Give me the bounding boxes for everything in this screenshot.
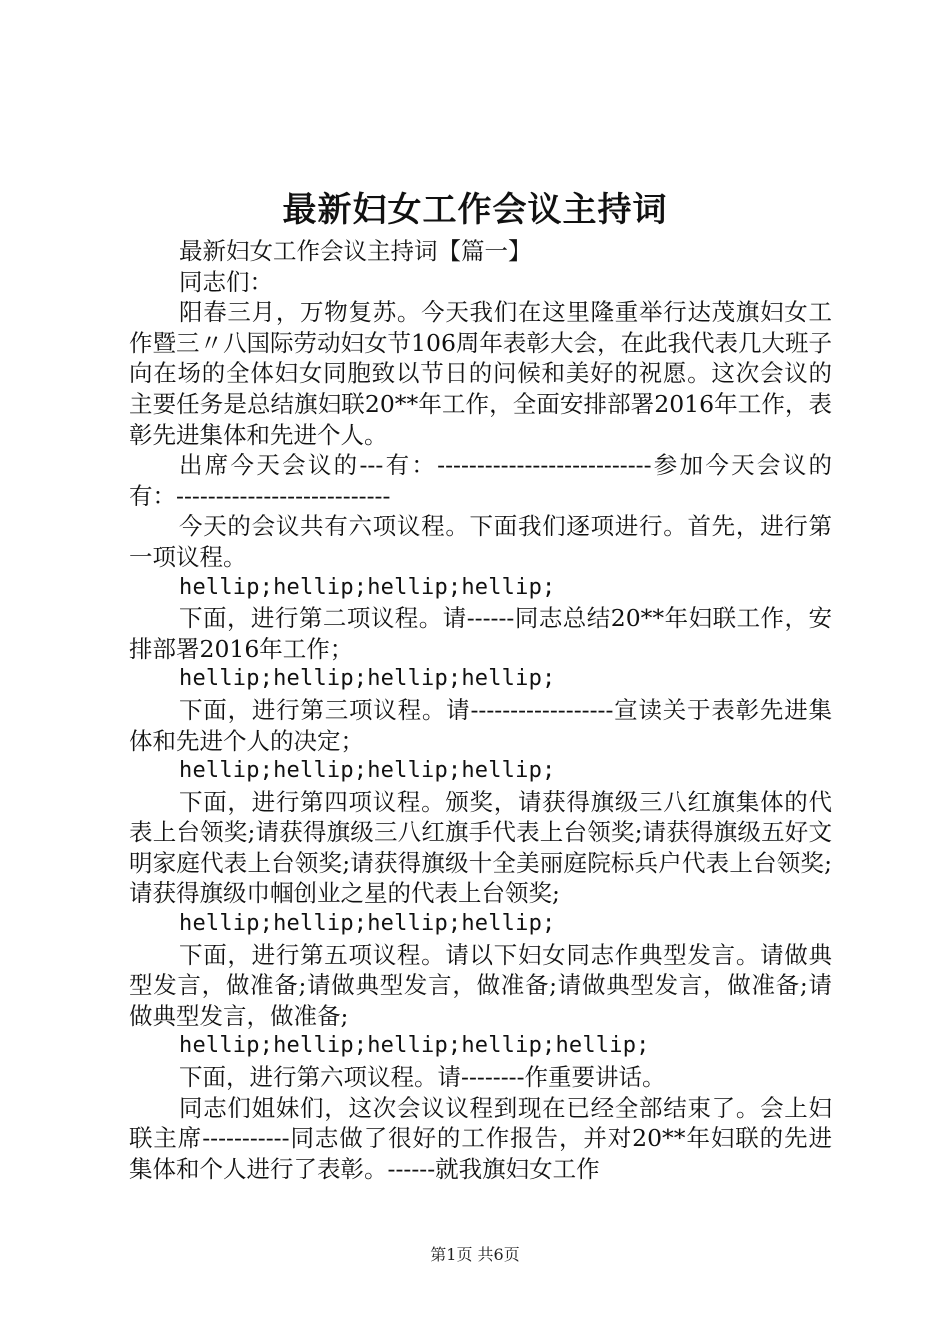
paragraph-agenda-intro: 今天的会议共有六项议程。下面我们逐项进行。首先，进行第一项议程。 <box>129 512 832 571</box>
ellipsis-line: hellip;hellip;hellip;hellip;hellip; <box>179 1033 650 1059</box>
paragraph-closing: 同志们姐妹们，这次会议议程到现在已经全部结束了。会上妇联主席-----------同志做了很好的工作报告，并对20**年妇联的先进集体和个人进行了表彰。------就我旗妇女工作 <box>129 1093 832 1183</box>
ellipsis-line: hellip;hellip;hellip;hellip; <box>179 911 556 937</box>
document-body <box>129 236 832 1184</box>
paragraph-agenda-5: 下面，进行第五项议程。请以下妇女同志作典型发言。请做典型发言，做准备;请做典型发言，做准备;请做典型发言，做准备;请做典型发言，做准备; <box>129 940 832 1030</box>
ellipsis-line: hellip;hellip;hellip;hellip; <box>179 666 556 692</box>
page-footer: 第1页 共6页 <box>430 1245 520 1264</box>
document-title: 最新妇女工作会议主持词 <box>282 190 668 230</box>
section-heading: 最新妇女工作会议主持词【篇一】 <box>179 237 532 265</box>
paragraph-agenda-2: 下面，进行第二项议程。请------同志总结20**年妇联工作，安排部署2016年工作； <box>129 604 832 663</box>
paragraph-agenda-4: 下面，进行第四项议程。颁奖，请获得旗级三八红旗集体的代表上台领奖;请获得旗级三八红旗手代表上台领奖;请获得旗级五好文明家庭代表上台领奖;请获得旗级十全美丽庭院标兵户代表上台领奖;请获得旗级巾帼创业之星的代表上台领奖; <box>129 787 832 908</box>
paragraph-agenda-6: 下面，进行第六项议程。请--------作重要讲话。 <box>179 1063 666 1092</box>
paragraph-attendees: 出席今天会议的---有：---------------------------参加今天会议的有：--------------------------- <box>129 451 832 510</box>
ellipsis-line: hellip;hellip;hellip;hellip; <box>179 574 556 600</box>
ellipsis-line: hellip;hellip;hellip;hellip; <box>179 758 556 784</box>
salutation: 同志们： <box>179 267 273 296</box>
paragraph-agenda-3: 下面，进行第三项议程。请------------------宣读关于表彰先进集体和先进个人的决定； <box>129 695 832 755</box>
paragraph-opening: 阳春三月，万物复苏。今天我们在这里隆重举行达茂旗妇女工作暨三〃八国际劳动妇女节106周年表彰大会，在此我代表几大班子向在场的全体妇女同胞致以节日的问候和美好的祝愿。这次会议的主要任务是总结旗妇联20**年工作，全面安排部署2016年工作，表彰先进集体和先进个人。 <box>129 298 832 449</box>
